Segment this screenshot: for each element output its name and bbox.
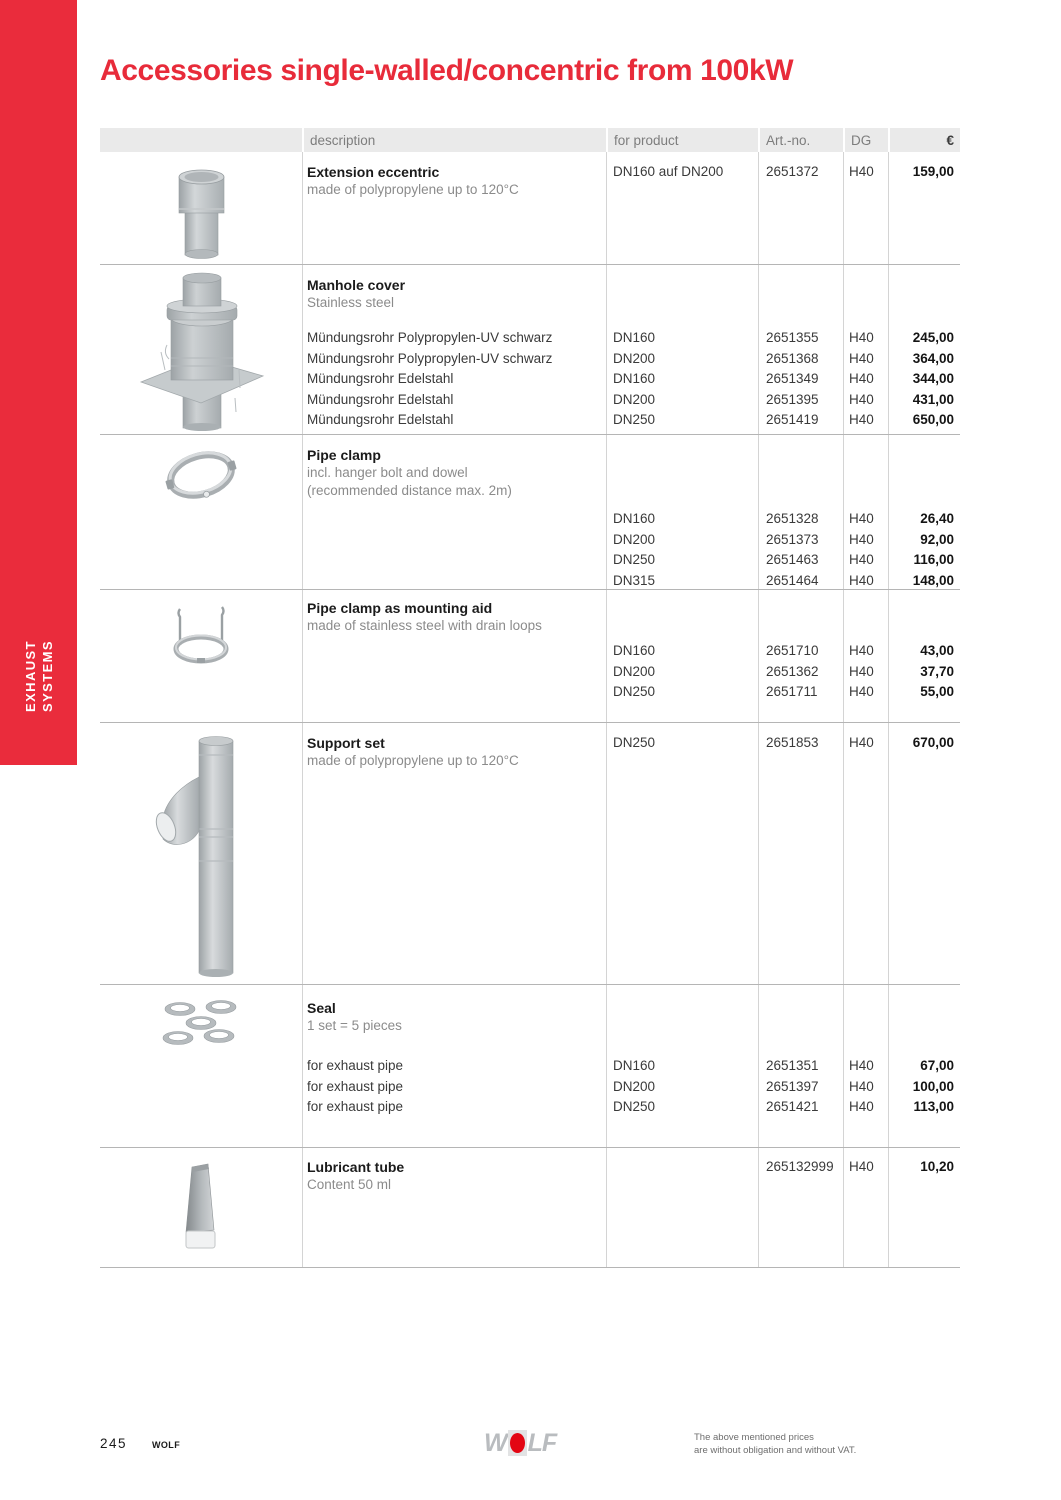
- logo-red-dot-icon: [510, 1433, 525, 1453]
- dg-value: H40: [849, 164, 874, 179]
- product-subtitle: made of polypropylene up to 120°C: [307, 182, 519, 197]
- column-divider: [843, 590, 844, 722]
- for-product-value: DN160 auf DN200: [613, 164, 724, 179]
- column-divider: [302, 590, 303, 722]
- pipe-clamp-image: [100, 435, 302, 589]
- page-number: 245: [100, 1436, 128, 1451]
- product-subtitle: incl. hanger bolt and dowel: [307, 465, 468, 480]
- table-row: [100, 265, 960, 435]
- dg-value: H40: [849, 1159, 874, 1174]
- column-divider: [302, 985, 303, 1147]
- variant-line: Mündungsrohr Edelstahl DN200 2651395 H40 431,00: [307, 391, 954, 407]
- product-title: Manhole cover: [307, 277, 406, 293]
- table-row: [100, 985, 960, 1148]
- product-subtitle: made of polypropylene up to 120°C: [307, 753, 519, 768]
- column-divider: [606, 435, 607, 589]
- product-subtitle: Stainless steel: [307, 295, 395, 310]
- column-header-art-no: Art.-no.: [758, 128, 843, 152]
- manhole-cover-drawing: [127, 270, 275, 432]
- table-header-row: [100, 128, 960, 152]
- variant-line: DN160 2651710 H40 43,00: [613, 643, 954, 658]
- extension-eccentric-image: [100, 152, 302, 264]
- column-divider: [302, 723, 303, 984]
- column-divider: [843, 985, 844, 1147]
- column-divider: [888, 1148, 889, 1267]
- column-header-description: description: [302, 128, 606, 152]
- table-row: [100, 435, 960, 590]
- price-value: 670,00: [912, 735, 954, 750]
- variant-line: for exhaust pipe DN160 2651351 H40 67,00: [307, 1058, 954, 1073]
- product-title: Seal: [307, 1000, 336, 1016]
- dg-value: H40: [849, 735, 874, 750]
- column-divider: [758, 985, 759, 1147]
- wolf-logo: [484, 1429, 556, 1457]
- column-divider: [758, 152, 759, 264]
- for-product-value: [606, 1158, 758, 1176]
- lubricant-tube-image: [100, 1148, 302, 1267]
- table-row: [100, 152, 960, 265]
- column-divider: [758, 723, 759, 984]
- product-subtitle: Content 50 ml: [307, 1177, 392, 1192]
- for-product-value: DN250: [613, 735, 656, 750]
- column-divider: [843, 435, 844, 589]
- support-set-image: [100, 723, 302, 984]
- extension-eccentric-drawing: [166, 165, 236, 261]
- column-header-dg: DG: [843, 128, 888, 152]
- column-divider: [606, 152, 607, 264]
- column-divider: [888, 723, 889, 984]
- brand-name: WOLF: [152, 1440, 181, 1450]
- variant-line: Mündungsrohr Polypropylen-UV schwarz DN200 2651368 H40 364,00: [307, 350, 954, 366]
- legal-line2: are without obligation and without VAT.: [694, 1444, 857, 1456]
- column-divider: [758, 435, 759, 589]
- product-title: Extension eccentric: [307, 164, 440, 180]
- variant-line: DN315 2651464 H40 148,00: [613, 572, 954, 588]
- table-row: [100, 590, 960, 723]
- column-header-for-product: for product: [606, 128, 758, 152]
- logo-letter-w: W: [484, 1429, 507, 1457]
- product-subtitle: (recommended distance max. 2m): [307, 483, 512, 498]
- product-subtitle: made of stainless steel with drain loops: [307, 618, 542, 633]
- support-set-drawing: [153, 733, 249, 979]
- legal-line1: The above mentioned prices: [694, 1432, 814, 1443]
- column-divider: [758, 590, 759, 722]
- sidebar-label-line1: EXHAUST: [23, 640, 38, 712]
- variant-line: DN200 2651362 H40 37,70: [613, 663, 954, 679]
- column-divider: [888, 152, 889, 264]
- column-divider: [606, 1148, 607, 1267]
- column-divider: [888, 435, 889, 589]
- pipe-clamp-mounting-aid-drawing: [167, 603, 235, 667]
- logo-o-box: [508, 1430, 527, 1456]
- variant-line: Mündungsrohr Polypropylen-UV schwarz DN160 2651355 H40 245,00: [307, 330, 954, 345]
- column-divider: [888, 590, 889, 722]
- seal-image: [100, 985, 302, 1147]
- column-divider: [606, 265, 607, 434]
- product-title: Pipe clamp as mounting aid: [307, 600, 493, 616]
- variant-line: Mündungsrohr Edelstahl DN160 2651349 H40 344,00: [307, 371, 954, 386]
- product-subtitle: 1 set = 5 pieces: [307, 1018, 402, 1033]
- column-divider: [302, 435, 303, 589]
- pipe-clamp-drawing: [159, 443, 243, 507]
- column-divider: [843, 152, 844, 264]
- logo-letters-lf: LF: [527, 1429, 557, 1457]
- variant-line: for exhaust pipe DN200 2651397 H40 100,00: [307, 1078, 954, 1094]
- column-divider: [843, 265, 844, 434]
- art-no-value: 2651372: [766, 164, 819, 179]
- art-no-value: 265132999: [766, 1159, 834, 1174]
- sidebar-category-tab: [0, 0, 77, 765]
- column-divider: [888, 265, 889, 434]
- page-title: Accessories single-walled/concentric from 100kW: [100, 54, 794, 87]
- art-no-value: 2651853: [766, 735, 819, 750]
- product-title: Support set: [307, 735, 385, 751]
- price-value: 10,20: [920, 1159, 954, 1174]
- legal-note: [694, 1432, 856, 1457]
- table-row: [100, 723, 960, 985]
- column-header-price: €: [888, 128, 960, 152]
- manhole-cover-image: [100, 265, 302, 434]
- column-divider: [758, 265, 759, 434]
- column-divider: [302, 265, 303, 434]
- column-header-image: [100, 128, 302, 152]
- column-divider: [758, 1148, 759, 1267]
- column-divider: [843, 723, 844, 984]
- column-divider: [843, 1148, 844, 1267]
- product-title: Pipe clamp: [307, 447, 381, 463]
- product-title: Lubricant tube: [307, 1159, 405, 1175]
- variant-line: DN250 2651711 H40 55,00: [613, 684, 954, 699]
- seal-drawing: [155, 998, 247, 1050]
- variant-line: DN160 2651328 H40 26,40: [613, 511, 954, 526]
- table-row: [100, 1148, 960, 1268]
- column-divider: [606, 723, 607, 984]
- variant-line: DN250 2651463 H40 116,00: [613, 552, 954, 567]
- variant-line: for exhaust pipe DN250 2651421 H40 113,00: [307, 1099, 954, 1114]
- variant-line: Mündungsrohr Edelstahl DN250 2651419 H40 650,00: [307, 412, 954, 427]
- column-divider: [302, 152, 303, 264]
- column-divider: [606, 590, 607, 722]
- sidebar-label-line2: SYSTEMS: [40, 640, 55, 712]
- column-divider: [888, 985, 889, 1147]
- sidebar-category-label: [22, 640, 56, 712]
- column-divider: [606, 985, 607, 1147]
- price-value: 159,00: [912, 164, 954, 179]
- column-divider: [302, 1148, 303, 1267]
- variant-line: DN200 2651373 H40 92,00: [613, 531, 954, 547]
- lubricant-tube-drawing: [173, 1160, 229, 1254]
- accessories-table: [100, 128, 960, 1268]
- pipe-clamp-mounting-aid-image: [100, 590, 302, 722]
